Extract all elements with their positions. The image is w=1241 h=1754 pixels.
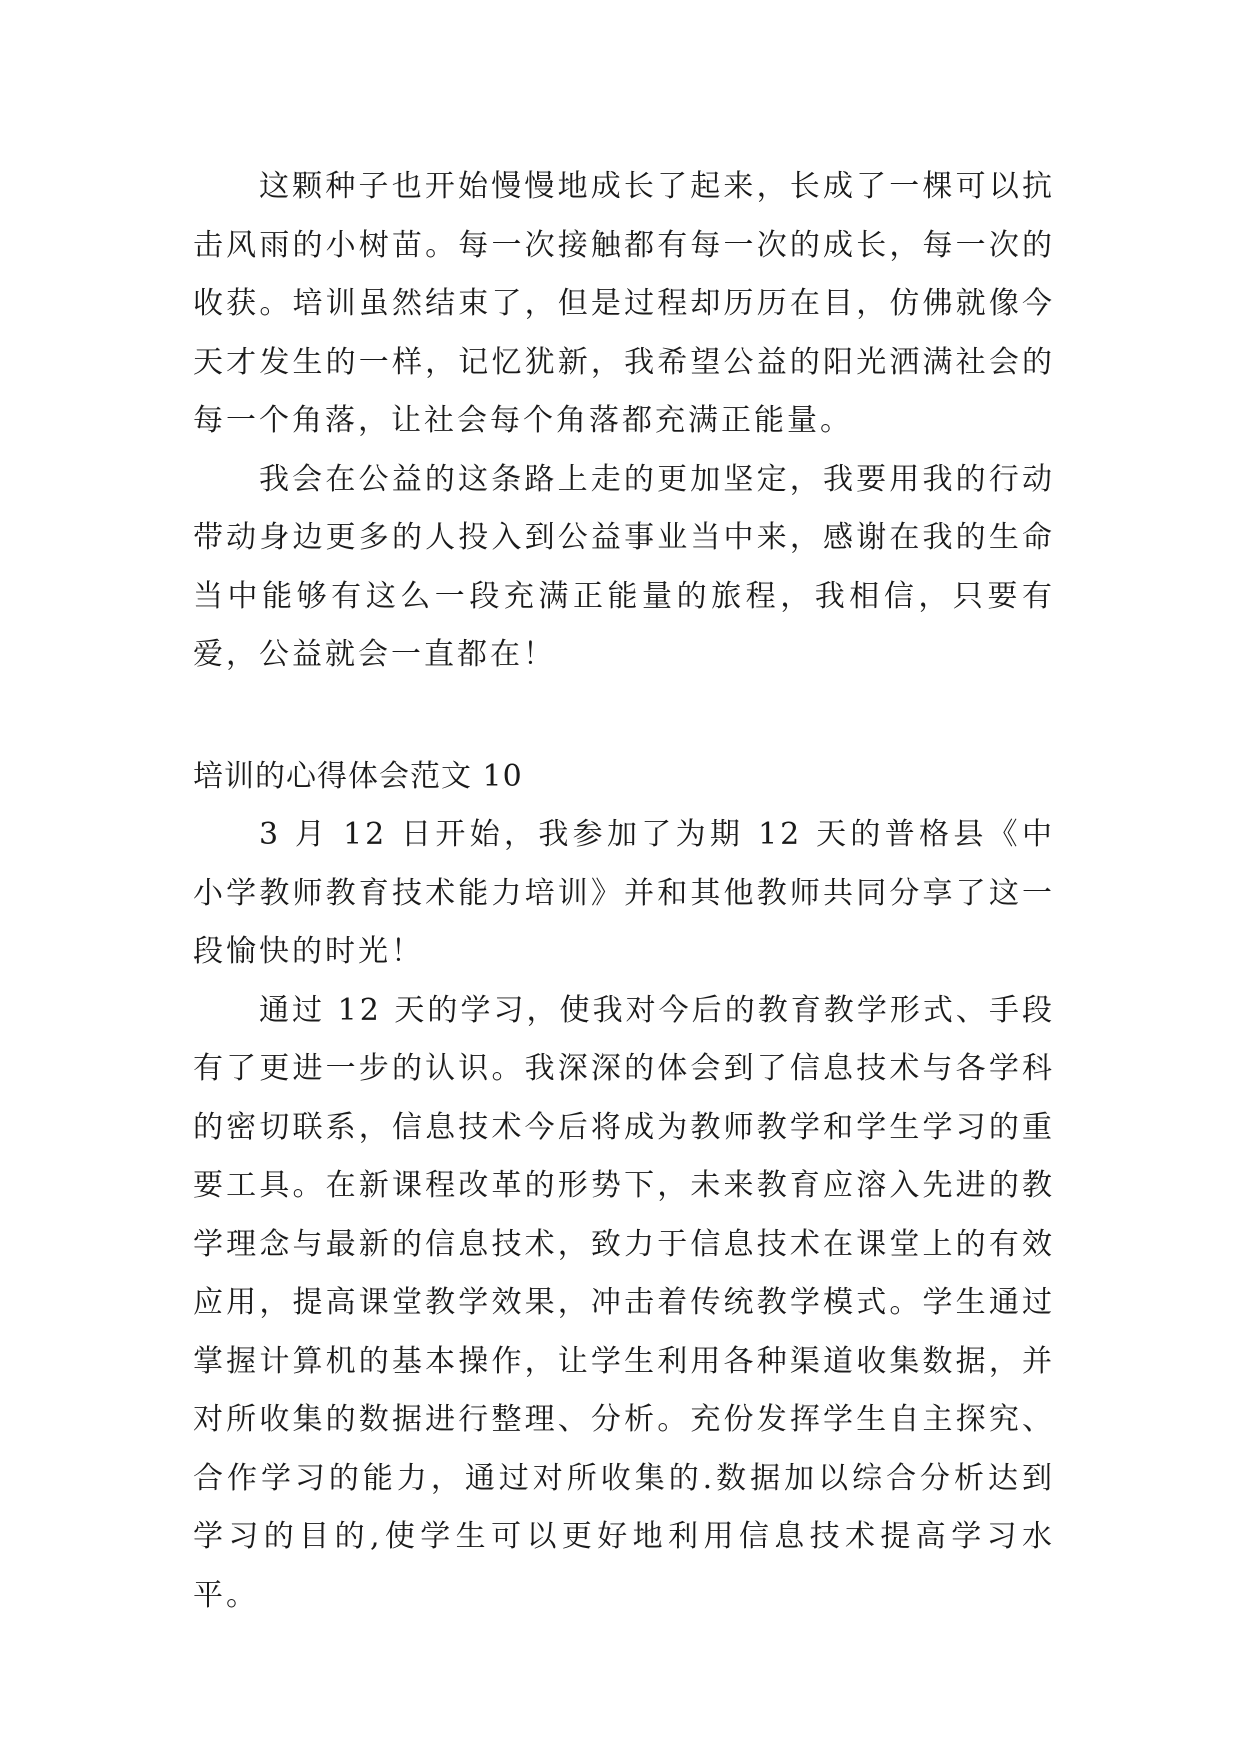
paragraph-training-intro: 3 月 12 日开始，我参加了为期 12 天的普格县《中小学教师教育技术能力培训》并和其他教师共同分享了这一段愉快的时光！ xyxy=(193,817,1055,969)
document-body xyxy=(193,158,1055,1625)
paragraph-seedling: 这颗种子也开始慢慢地成长了起来，长成了一棵可以抗击风雨的小树苗。每一次接触都有每一次的成长，每一次的收获。培训虽然结束了，但是过程却历历在目，仿佛就像今天才发生的一样，记忆犹新，我希望公益的阳光洒满社会的每一个角落，让社会每个角落都充满正能量。 xyxy=(193,169,1055,438)
section-title: 培训的心得体会范文 10 xyxy=(193,758,523,794)
paragraph-commitment: 我会在公益的这条路上走的更加坚定，我要用我的行动带动身边更多的人投入到公益事业当中来，感谢在我的生命当中能够有这么一段充满正能量的旅程，我相信，只要有爱，公益就会一直都在！ xyxy=(193,461,1055,672)
paragraph-training-reflection: 通过 12 天的学习，使我对今后的教育教学形式、手段有了更进一步的认识。我深深的体会到了信息技术与各学科的密切联系，信息技术今后将成为教师教学和学生学习的重要工具。在新课程改革的形势下，未来教育应溶入先进的教学理念与最新的信息技术，致力于信息技术在课堂上的有效应用，提高课堂教学效果，冲击着传统教学模式。学生通过掌握计算机的基本操作，让学生利用各种渠道收集数据，并对所收集的数据进行整理、分析。充份发挥学生自主探究、合作学习的能力，通过对所收集的.数据加以综合分析达到学习的目的,使学生可以更好地利用信息技术提高学习水平。 xyxy=(193,992,1055,1613)
